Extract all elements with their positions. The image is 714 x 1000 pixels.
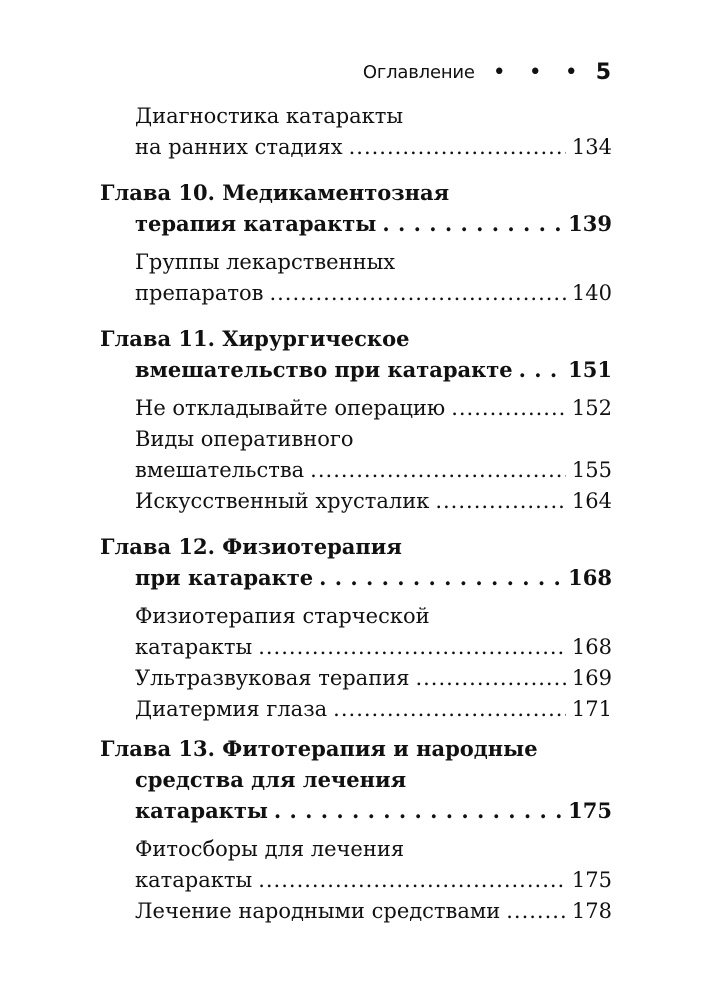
toc-chapter-line	[100, 764, 612, 795]
toc-entry-title: вмешательства	[135, 458, 305, 482]
toc-chapter-line	[100, 177, 612, 208]
toc-entry-title: Группы лекарственных	[135, 250, 396, 274]
toc-entry-title: препаратов	[135, 281, 264, 305]
toc-entry-line	[100, 455, 612, 486]
toc-page-number: 171	[571, 697, 612, 721]
toc-page-number: 178	[571, 899, 612, 923]
dot-leader	[519, 354, 562, 385]
toc-entry-title: Не откладывайте операцию	[135, 396, 446, 420]
toc-chapter-title: терапия катаракты	[135, 211, 377, 236]
toc-entry-line	[100, 896, 612, 927]
toc-entry-title: Искусственный хрусталик	[135, 489, 430, 513]
toc-entry-line	[100, 632, 612, 663]
toc-entry-line	[100, 694, 612, 725]
toc-entry-line	[100, 663, 612, 694]
toc-chapter-title: при катаракте	[135, 565, 314, 590]
toc-entry-title: катаракты	[135, 635, 253, 659]
dot-leader	[310, 455, 566, 486]
toc-entry-title: на ранних стадиях	[135, 135, 343, 159]
toc-entry-line	[100, 486, 612, 517]
dot-leader	[415, 663, 565, 694]
page-number: 5	[595, 60, 611, 85]
toc-page-number: 168	[571, 635, 612, 659]
toc-chapter-title: Глава 13. Фитотерапия и народные	[100, 736, 538, 761]
dot-leader	[319, 562, 562, 593]
dot-leader	[269, 278, 565, 309]
dot-leader	[349, 132, 566, 163]
toc-page-number: 140	[571, 281, 612, 305]
toc-entry-line	[100, 834, 612, 865]
toc-chapter-line	[100, 354, 612, 385]
toc-entry-line	[100, 424, 612, 455]
dot-leader	[382, 208, 562, 239]
toc-chapter-title: вмешательство при катаракте	[135, 357, 513, 382]
toc-page-number: 155	[571, 458, 612, 482]
dot-leader	[258, 865, 566, 896]
dot-leader	[435, 486, 566, 517]
dot-leader	[333, 694, 566, 725]
toc-chapter-title: средства для лечения	[135, 767, 407, 792]
toc-chapter-line	[100, 208, 612, 239]
toc-chapter-title: Глава 10. Медикаментозная	[100, 180, 450, 205]
toc-chapter-line	[100, 531, 612, 562]
toc-entry-title: Диатермия глаза	[135, 697, 328, 721]
toc-entry-line	[100, 278, 612, 309]
toc-entry-line	[100, 393, 612, 424]
toc-page-number: 164	[571, 489, 612, 513]
toc-chapter-line	[100, 323, 612, 354]
running-header-dots: • • •	[492, 59, 586, 85]
toc-entry-title: Виды оперативного	[135, 427, 354, 451]
toc-page-number: 151	[568, 357, 612, 382]
toc-page-number: 139	[568, 211, 612, 236]
toc-page-number: 168	[568, 565, 612, 590]
toc-page-number: 169	[571, 666, 612, 690]
toc-chapter-title: Глава 12. Физиотерапия	[100, 534, 402, 559]
toc-page-number: 134	[571, 135, 612, 159]
toc-page-number: 175	[571, 868, 612, 892]
dot-leader	[274, 795, 562, 826]
toc-entry-title: Диагностика катаракты	[135, 104, 404, 128]
running-header-title: Оглавление	[362, 62, 475, 83]
table-of-contents	[100, 101, 612, 927]
toc-chapter-title: катаракты	[135, 798, 268, 823]
dot-leader	[451, 393, 566, 424]
toc-chapter-line	[100, 733, 612, 764]
toc-entry-line	[100, 601, 612, 632]
dot-leader	[258, 632, 566, 663]
toc-page-number: 175	[568, 798, 612, 823]
toc-page-number: 152	[571, 396, 612, 420]
toc-entry-title: Ультразвуковая терапия	[135, 666, 410, 690]
running-header	[100, 60, 611, 85]
toc-entry-title: Фитосборы для лечения	[135, 837, 405, 861]
toc-chapter-line	[100, 795, 612, 826]
toc-entry-title: Физиотерапия старческой	[135, 604, 430, 628]
toc-entry-title: Лечение народными средствами	[135, 899, 501, 923]
toc-entry-title: катаракты	[135, 868, 253, 892]
toc-chapter-title: Глава 11. Хирургическое	[100, 326, 410, 351]
toc-entry-line	[100, 101, 612, 132]
toc-chapter-line	[100, 562, 612, 593]
toc-entry-line	[100, 132, 612, 163]
dot-leader	[506, 896, 566, 927]
toc-entry-line	[100, 865, 612, 896]
toc-entry-line	[100, 247, 612, 278]
